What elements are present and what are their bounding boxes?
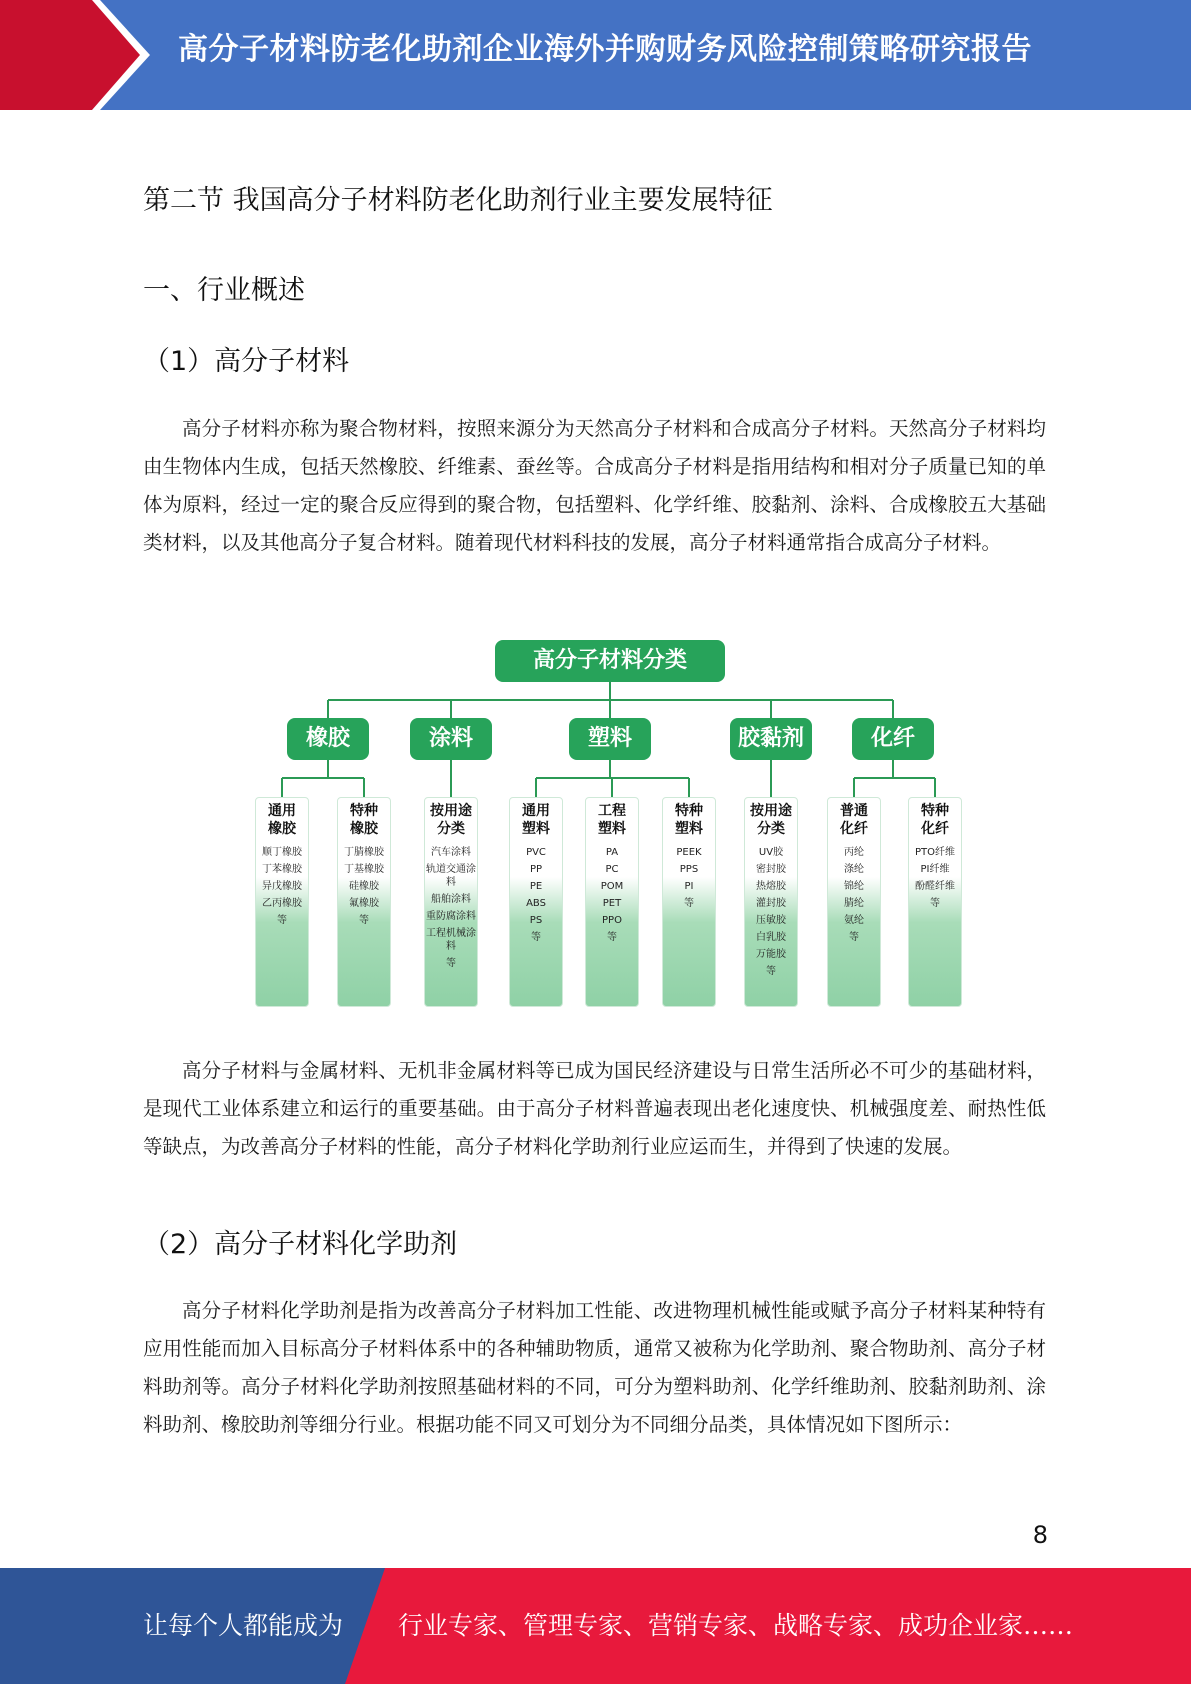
section-heading: 第二节 我国高分子材料防老化助剂行业主要发展特征: [143, 185, 773, 216]
heading-chemical-additives: （2）高分子材料化学助剂: [143, 1229, 458, 1260]
footer-slogan-left: 让每个人都能成为: [143, 1611, 344, 1640]
leaf-general-rubber: 通用 橡胶 顺丁橡胶 丁苯橡胶 异戊橡胶 乙丙橡胶 等: [255, 797, 309, 1007]
category-rubber: 橡胶: [287, 718, 369, 760]
leaf-special-rubber: 特种 橡胶 丁腈橡胶 丁基橡胶 硅橡胶 氟橡胶 等: [337, 797, 391, 1007]
leaf-general-plastic: 通用 塑料 PVC PP PE ABS PS 等: [509, 797, 563, 1007]
page-footer: [0, 1568, 1191, 1684]
leaf-coating-by-use: 按用途 分类 汽车涂料 轨道交通涂料 船舶涂料 重防腐涂料 工程机械涂料 等: [424, 797, 478, 1007]
paragraph-polymer-intro: 高分子材料亦称为聚合物材料，按照来源分为天然高分子材料和合成高分子材料。天然高分子材料均由生物体内生成，包括天然橡胶、纤维素、蚕丝等。合成高分子材料是指用结构和相对分子质量已知的单体为原料，经过一定的聚合反应得到的聚合物，包括塑料、化学纤维、胶黏剂、涂料、合成橡胶五大基础类材料，以及其他高分子复合材料。随着现代材料科技的发展，高分子材料通常指合成高分子材料。: [143, 417, 1046, 554]
leaf-general-fiber: 普通 化纤 丙纶 涤纶 锦纶 腈纶 氨纶 等: [827, 797, 881, 1007]
leaf-adhesive-by-use: 按用途 分类 UV胶 密封胶 热熔胶 灌封胶 压敏胶 白乳胶 万能胶 等: [744, 797, 798, 1007]
leaf-engineering-plastic: 工程 塑料 PA PC POM PET PPO 等: [585, 797, 639, 1007]
heading-industry-overview: 一、行业概述: [143, 275, 305, 306]
diagram-root-node: 高分子材料分类: [495, 640, 725, 682]
category-adhesive: 胶黏剂: [730, 718, 812, 760]
footer-slogan-right: 行业专家、管理专家、营销专家、战略专家、成功企业家……: [398, 1611, 1074, 1640]
page-header: [0, 0, 1191, 110]
leaf-special-plastic: 特种 塑料 PEEK PPS PI 等: [662, 797, 716, 1007]
heading-polymer-materials: （1）高分子材料: [143, 346, 350, 377]
leaf-special-fiber: 特种 化纤 PTO纤维 PI纤维 酚醛纤维 等: [908, 797, 962, 1007]
category-plastic: 塑料: [569, 718, 651, 760]
paragraph-additives-intro: 高分子材料化学助剂是指为改善高分子材料加工性能、改进物理机械性能或赋予高分子材料某种特有应用性能而加入目标高分子材料体系中的各种辅助物质，通常又被称为化学助剂、聚合物助剂、高分子材料助剂等。高分子材料化学助剂按照基础材料的不同，可分为塑料助剂、化学纤维助剂、胶黏剂助剂、涂料助剂、橡胶助剂等细分行业。根据功能不同又可划分为不同细分品类，具体情况如下图所示：: [143, 1299, 1046, 1436]
paragraph-polymer-basis: 高分子材料与金属材料、无机非金属材料等已成为国民经济建设与日常生活所必不可少的基础材料，是现代工业体系建立和运行的重要基础。由于高分子材料普遍表现出老化速度快、机械强度差、耐热性低等缺点，为改善高分子材料的性能，高分子材料化学助剂行业应运而生，并得到了快速的发展。: [143, 1059, 1046, 1158]
category-fiber: 化纤: [852, 718, 934, 760]
category-coating: 涂料: [410, 718, 492, 760]
page-number: 8: [1032, 1521, 1048, 1549]
report-title: 高分子材料防老化助剂企业海外并购财务风险控制策略研究报告: [178, 32, 1032, 67]
